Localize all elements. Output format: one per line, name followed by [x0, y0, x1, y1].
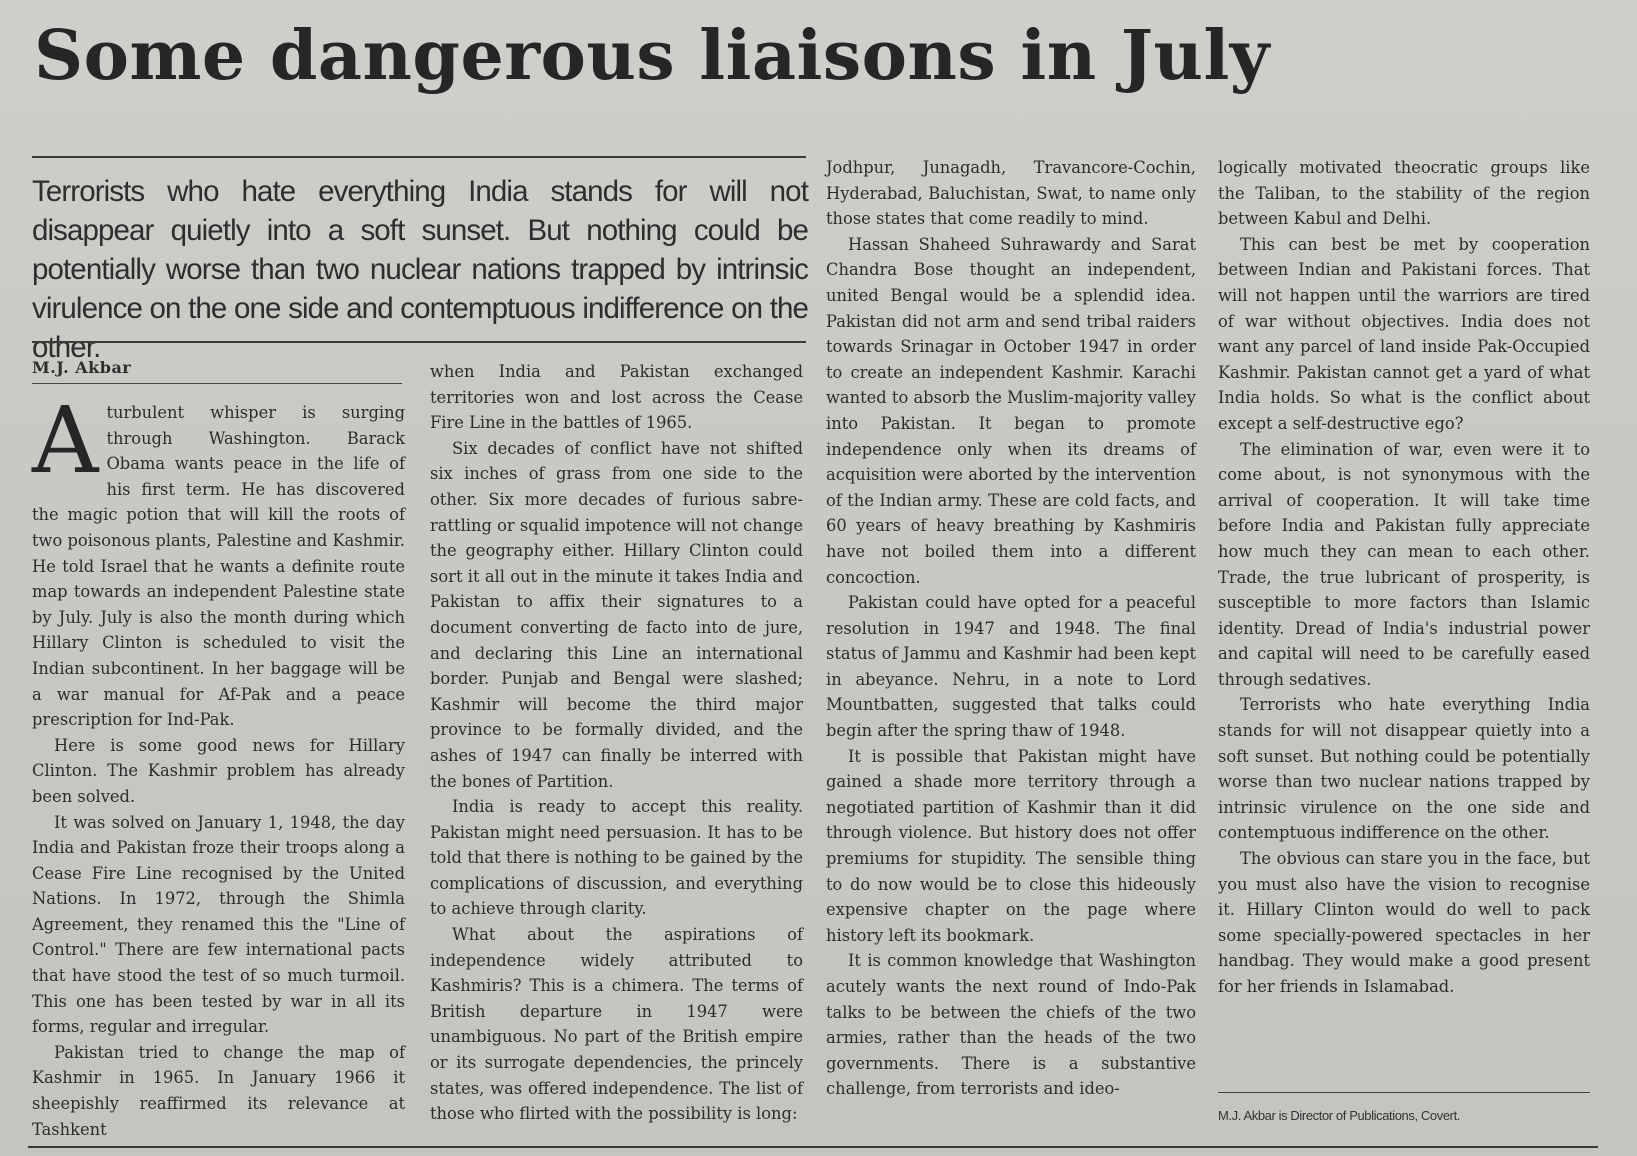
paragraph: It is common knowledge that Washington acutely wants the next round of Indo-Pak talks to be between the chiefs of the two armies, rather than the heads of the two governments. There is a substantive challenge, from terrorists and ideo-: [826, 951, 1196, 1099]
paragraph: when India and Pakistan exchanged territories won and lost across the Cease Fire Line in the battles of 1965.: [430, 362, 803, 433]
page-bottom-rule: [28, 1146, 1598, 1148]
byline: M.J. Akbar: [32, 358, 402, 384]
paragraph: [32, 387, 405, 733]
deck-top-rule: [32, 156, 806, 158]
article-column-4: [1218, 155, 1590, 1000]
author-credit: M.J. Akbar is Director of Publications, Covert.: [1218, 1108, 1461, 1123]
deck-pull-quote: Terrorists who hate everything India stands for will not disappear quietly into a soft sunset. But nothing could be potentially worse than two nuclear nations trapped by intrinsic virulence on the one side and contemptuous indifference on the other.: [32, 175, 808, 364]
paragraph: Hassan Shaheed Suhrawardy and Sarat Chandra Bose thought an independent, united Bengal would be a splendid idea. Pakistan did not arm and send tribal raiders towards Srinagar in October 1947 in order to create an independent Kashmir. Karachi wanted to absorb the Muslim-majority valley into Pakistan. It began to promote independence only when its dreams of acquisition were aborted by the intervention of the Indian army. These are cold facts, and 60 years of heavy breathing by Kashmiris have not boiled them into a different concoction.: [826, 234, 1196, 587]
paragraph: Jodhpur, Junagadh, Travancore-Cochin, Hyderabad, Baluchistan, Swat, to name only those states that come readily to mind.: [826, 158, 1196, 229]
paragraph: India is ready to accept this reality. Pakistan might need persuasion. It has to be told that there is nothing to be gained by the complications of discussion, and everything to achieve through clarity.: [430, 797, 803, 919]
deck-bottom-rule: [32, 341, 806, 343]
paragraph: It is possible that Pakistan might have gained a shade more territory through a negotiated partition of Kashmir than it did through violence. But history does not offer premiums for stupidity. The sensible thing to do now would be to close this hideously expensive chapter on the page where history left its bookmark.: [826, 746, 1196, 945]
drop-cap: A: [32, 387, 99, 494]
headline: Some dangerous liaisons in July: [34, 16, 1270, 96]
article-column-1: [32, 387, 405, 1142]
paragraph: Pakistan tried to change the map of Kashmir in 1965. In January 1966 it sheepishly reaffirmed its relevance at Tashkent: [32, 1042, 405, 1139]
article-column-3: [826, 155, 1196, 1102]
paragraph: Six decades of conflict have not shifted six inches of grass from one side to the other. Six more decades of furious sabre-rattling or squalid impotence will not change the geography either. Hillary Clinton could sort it all out in the minute it takes India and Pakistan to affix their signatures to a document converting de facto into de jure, and declaring this Line an international border. Punjab and Bengal were slashed; Kashmir will become the third major province to be formally divided, and the ashes of 1947 can finally be interred with the bones of Partition.: [430, 438, 803, 791]
paragraph: The obvious can stare you in the face, but you must also have the vision to recognise it. Hillary Clinton would do well to pack some specially-powered spectacles in her handbag. They would make a good present for her friends in Islamabad.: [1218, 849, 1590, 996]
paragraph: It was solved on January 1, 1948, the day India and Pakistan froze their troops along a Cease Fire Line recognised by the United Nations. In 1972, through the Shimla Agreement, they renamed this the "Line of Control." There are few international pacts that have stood the test of so much turmoil. This one has been tested by war in all its forms, regular and irregular.: [32, 812, 405, 1037]
article-column-2: [430, 359, 803, 1127]
paragraph: The elimination of war, even were it to come about, is not synonymous with the arrival of cooperation. It will take time before India and Pakistan fully appreciate how much they can mean to each other. Trade, the true lubricant of prosperity, is susceptible to more factors than Islamic identity. Dread of India's industrial power and capital will need to be carefully eased through sedatives.: [1218, 439, 1590, 689]
paragraph: logically motivated theocratic groups like the Taliban, to the stability of the region between Kabul and Delhi.: [1218, 158, 1590, 229]
paragraph-text: turbulent whisper is surging through Washington. Barack Obama wants peace in the life of his first term. He has discovered the magic potion that will kill the roots of two poisonous plants, Palestine and Kashmir. He told Israel that he wants a definite route map towards an independent Palestine state by July. July is also the month during which Hillary Clinton is scheduled to visit the Indian subcontinent. In her baggage will be a war manual for Af-Pak and a peace prescription for Ind-Pak.: [32, 403, 405, 730]
paragraph: Here is some good news for Hillary Clinton. The Kashmir problem has already been solved.: [32, 735, 405, 806]
paragraph: What about the aspirations of independence widely attributed to Kashmiris? This is a chimera. The terms of British departure in 1947 were unambiguous. No part of the British empire or its surrogate dependencies, the princely states, was offered independence. The list of those who flirted with the possibility is long:: [430, 925, 803, 1124]
paragraph: Pakistan could have opted for a peaceful resolution in 1947 and 1948. The final status of Jammu and Kashmir had been kept in abeyance. Nehru, in a note to Lord Mountbatten, suggested that talks could begin after the spring thaw of 1948.: [826, 593, 1196, 741]
paragraph: This can best be met by cooperation between Indian and Pakistani forces. That will not happen until the warriors are tired of war without objectives. India does not want any parcel of land inside Pak-Occupied Kashmir. Pakistan cannot get a yard of what India holds. So what is the conflict about except a self-destructive ego?: [1218, 234, 1590, 433]
credit-rule: [1218, 1092, 1590, 1093]
paragraph: Terrorists who hate everything India stands for will not disappear quietly into a soft sunset. But nothing could be potentially worse than two nuclear nations trapped by intrinsic virulence on the one side and contemptuous indifference on the other.: [1218, 695, 1590, 843]
